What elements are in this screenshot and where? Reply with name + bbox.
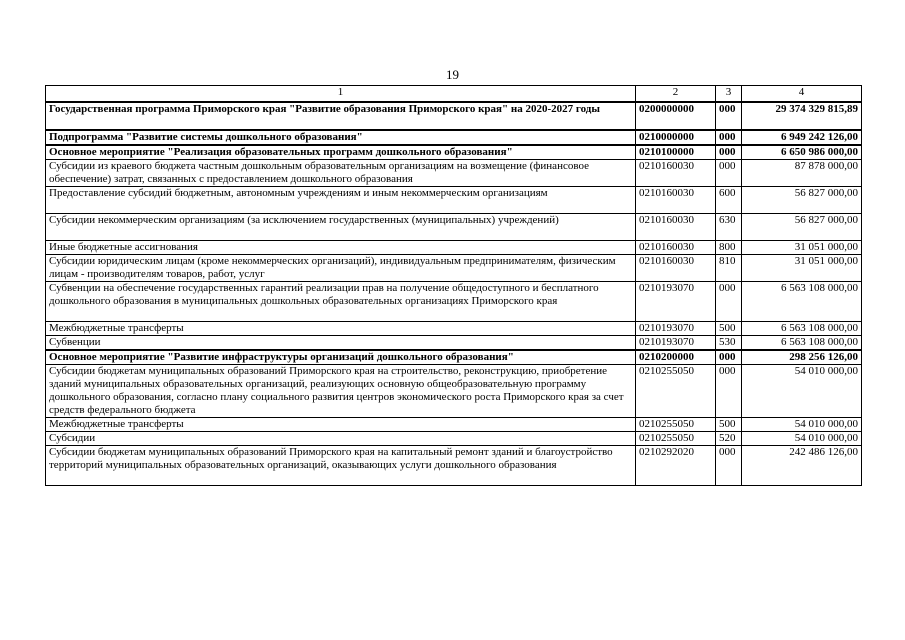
- row-type: 600: [716, 187, 742, 214]
- row-amount: 242 486 126,00: [742, 446, 862, 486]
- row-code: 0210160030: [636, 241, 716, 255]
- row-type: 630: [716, 214, 742, 241]
- row-code: 0200000000: [636, 102, 716, 130]
- row-amount: 31 051 000,00: [742, 255, 862, 282]
- row-name: Иные бюджетные ассигнования: [46, 241, 636, 255]
- row-name: Государственная программа Приморского края "Развитие образования Приморского края" на 2020-2027 годы: [46, 102, 636, 130]
- row-type: 000: [716, 446, 742, 486]
- row-code: 0210160030: [636, 214, 716, 241]
- row-amount: 6 563 108 000,00: [742, 322, 862, 336]
- row-code: 0210160030: [636, 255, 716, 282]
- row-amount: 6 650 986 000,00: [742, 145, 862, 160]
- table-row: [46, 336, 862, 351]
- row-name: Субвенции: [46, 336, 636, 351]
- table-row: [46, 145, 862, 160]
- row-code: 0210160030: [636, 187, 716, 214]
- row-name: Основное мероприятие "Развитие инфраструктуры организаций дошкольного образования": [46, 350, 636, 365]
- row-name: Субсидии некоммерческим организациям (за исключением государственных (муниципальных) учреждений): [46, 214, 636, 241]
- row-code: 0210255050: [636, 418, 716, 432]
- row-type: 000: [716, 350, 742, 365]
- row-type: 520: [716, 432, 742, 446]
- row-amount: 54 010 000,00: [742, 418, 862, 432]
- row-type: 000: [716, 365, 742, 418]
- row-amount: 31 051 000,00: [742, 241, 862, 255]
- row-name: Подпрограмма "Развитие системы дошкольного образования": [46, 130, 636, 145]
- row-amount: 6 949 242 126,00: [742, 130, 862, 145]
- table-row: [46, 432, 862, 446]
- row-code: 0210193070: [636, 336, 716, 351]
- row-code: 0210160030: [636, 160, 716, 187]
- table-row: [46, 160, 862, 187]
- row-type: 500: [716, 322, 742, 336]
- table-row: [46, 187, 862, 214]
- table-row: [46, 365, 862, 418]
- row-amount: 6 563 108 000,00: [742, 282, 862, 322]
- row-type: 000: [716, 130, 742, 145]
- row-type: 000: [716, 282, 742, 322]
- row-code: 0210000000: [636, 130, 716, 145]
- row-code: 0210292020: [636, 446, 716, 486]
- row-code: 0210193070: [636, 282, 716, 322]
- table-row: [46, 282, 862, 322]
- row-type: 000: [716, 102, 742, 130]
- table-row: [46, 418, 862, 432]
- row-name: Межбюджетные трансферты: [46, 322, 636, 336]
- budget-table: [45, 85, 862, 486]
- table-header-row: [46, 86, 862, 103]
- row-code: 0210200000: [636, 350, 716, 365]
- row-name: Основное мероприятие "Реализация образовательных программ дошкольного образования": [46, 145, 636, 160]
- row-amount: 54 010 000,00: [742, 365, 862, 418]
- row-amount: 54 010 000,00: [742, 432, 862, 446]
- row-name: Субсидии бюджетам муниципальных образований Приморского края на капитальный ремонт зданий и благоустройство территорий муниципальных образовательных организаций, оказывающих услуги дошкольного образования: [46, 446, 636, 486]
- row-name: Субсидии бюджетам муниципальных образований Приморского края на строительство, реконструкцию, приобретение зданий муниципальных образовательных организаций, реализующих основную общеобразовательную программу дошкольного образования, согласно плану социального развития центров экономического роста Приморского края за счет средств федерального бюджета: [46, 365, 636, 418]
- table-row: [46, 214, 862, 241]
- row-amount: 29 374 329 815,89: [742, 102, 862, 130]
- header-col-3: 3: [716, 86, 742, 103]
- row-amount: 87 878 000,00: [742, 160, 862, 187]
- row-name: Субсидии юридическим лицам (кроме некоммерческих организаций), индивидуальным предпринимателям, физическим лицам - производителям товаров, работ, услуг: [46, 255, 636, 282]
- row-name: Субсидии из краевого бюджета частным дошкольным образовательным организациям на возмещение (финансовое обеспечение) затрат, связанных с предоставлением дошкольного образования: [46, 160, 636, 187]
- row-type: 000: [716, 160, 742, 187]
- row-amount: 298 256 126,00: [742, 350, 862, 365]
- row-type: 800: [716, 241, 742, 255]
- row-type: 530: [716, 336, 742, 351]
- header-col-1: 1: [46, 86, 636, 103]
- table-row: [46, 102, 862, 130]
- table-row: [46, 241, 862, 255]
- table-row: [46, 446, 862, 486]
- page-number: 19: [446, 67, 459, 82]
- row-amount: 56 827 000,00: [742, 214, 862, 241]
- row-amount: 6 563 108 000,00: [742, 336, 862, 351]
- row-type: 500: [716, 418, 742, 432]
- table-row: [46, 255, 862, 282]
- row-code: 0210193070: [636, 322, 716, 336]
- row-code: 0210255050: [636, 365, 716, 418]
- table-row: [46, 322, 862, 336]
- header-col-2: 2: [636, 86, 716, 103]
- row-name: Межбюджетные трансферты: [46, 418, 636, 432]
- header-col-4: 4: [742, 86, 862, 103]
- row-name: Субвенции на обеспечение государственных гарантий реализации прав на получение общедоступного и бесплатного дошкольного образования в муниципальных дошкольных образовательных организациях Приморского края: [46, 282, 636, 322]
- row-type: 810: [716, 255, 742, 282]
- row-code: 0210100000: [636, 145, 716, 160]
- row-type: 000: [716, 145, 742, 160]
- table-row: [46, 130, 862, 145]
- row-code: 0210255050: [636, 432, 716, 446]
- row-name: Субсидии: [46, 432, 636, 446]
- row-name: Предоставление субсидий бюджетным, автономным учреждениям и иным некоммерческим организациям: [46, 187, 636, 214]
- table-row: [46, 350, 862, 365]
- row-amount: 56 827 000,00: [742, 187, 862, 214]
